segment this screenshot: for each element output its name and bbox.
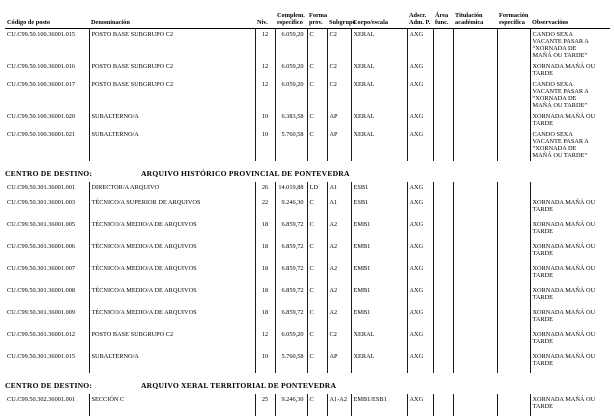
cell-area <box>433 285 453 307</box>
position-row <box>5 61 610 79</box>
cell-adscr: AXG <box>407 182 433 197</box>
column-header-bottom-forma: prov. <box>309 19 325 26</box>
column-header-top-titulacion: Titulación <box>455 12 495 19</box>
cell-formacion <box>497 285 530 307</box>
column-header-top-forma: Forma <box>309 12 325 19</box>
cell-observacions: XORNADA MAÑÁ OU TARDE <box>530 61 610 79</box>
cell-observacions: XORNADA MAÑÁ OU TARDE <box>530 329 610 351</box>
cell-corpo: EMB1 <box>351 219 407 241</box>
cell-forma: C <box>307 197 327 219</box>
cell-denominacion: POSTO BASE SUBGRUPO C2 <box>89 61 255 79</box>
cell-forma: C <box>307 219 327 241</box>
cell-complem: 9.246,30 <box>275 197 307 219</box>
cell-formacion <box>497 29 530 62</box>
cell-corpo: XERAL <box>351 329 407 351</box>
cell-area <box>433 329 453 351</box>
position-row <box>5 111 610 129</box>
cell-adscr: AXG <box>407 219 433 241</box>
cell-denominacion: TÉCNICO/A MEDIO/A DE ARQUIVOS <box>89 307 255 329</box>
cell-denominacion: TÉCNICO/A MEDIO/A DE ARQUIVOS <box>89 285 255 307</box>
cell-niv: 22 <box>255 197 275 219</box>
cell-formacion <box>497 219 530 241</box>
cell-complem: 6.059,20 <box>275 79 307 111</box>
cell-area <box>433 61 453 79</box>
cell-titulacion <box>453 351 497 373</box>
cell-formacion <box>497 329 530 351</box>
column-header-bottom-denominacion: Denominación <box>91 19 253 26</box>
cell-formacion <box>497 351 530 373</box>
cell-titulacion <box>453 197 497 219</box>
cell-complem: 5.760,58 <box>275 129 307 161</box>
cell-complem: 9.246,30 <box>275 394 307 416</box>
cell-codigo: CU.C99.50.301.36001.007 <box>5 263 89 285</box>
column-header-bottom-titulacion: académica <box>455 19 495 26</box>
cell-formacion <box>497 197 530 219</box>
cell-adscr: AXG <box>407 79 433 111</box>
cell-subgrupo: C2 <box>327 29 351 62</box>
cell-titulacion <box>453 263 497 285</box>
cell-subgrupo: C2 <box>327 61 351 79</box>
cell-subgrupo: AP <box>327 129 351 161</box>
cell-denominacion: TÉCNICO/A MEDIO/A DE ARQUIVOS <box>89 241 255 263</box>
column-header-bottom-complem: específico <box>277 19 305 26</box>
position-row <box>5 241 610 263</box>
cell-subgrupo: A2 <box>327 285 351 307</box>
cell-titulacion <box>453 329 497 351</box>
column-header-subgrupo <box>327 12 351 29</box>
position-row <box>5 129 610 161</box>
cell-observacions: XORNADA MAÑÁ OU TARDE <box>530 307 610 329</box>
cell-formacion <box>497 241 530 263</box>
cell-niv: 12 <box>255 79 275 111</box>
column-header-bottom-area: func. <box>435 19 451 26</box>
column-header-top-formacion: Formación <box>499 12 528 19</box>
cell-denominacion: POSTO BASE SUBGRUPO C2 <box>89 329 255 351</box>
cell-corpo: ESB1 <box>351 182 407 197</box>
cell-codigo: CU.C99.50.301.36001.001 <box>5 182 89 197</box>
cell-forma: C <box>307 329 327 351</box>
cell-denominacion: TÉCNICO/A MEDIO/A DE ARQUIVOS <box>89 219 255 241</box>
cell-complem: 6.859,72 <box>275 241 307 263</box>
cell-niv: 26 <box>255 182 275 197</box>
position-row <box>5 263 610 285</box>
cell-area <box>433 307 453 329</box>
column-header-adscr <box>407 12 433 29</box>
column-header-denominacion <box>89 12 255 29</box>
cell-complem: 6.059,20 <box>275 329 307 351</box>
cell-niv: 18 <box>255 285 275 307</box>
cell-forma: C <box>307 263 327 285</box>
cell-denominacion: SUBALTERNO/A <box>89 351 255 373</box>
header-row <box>5 12 610 29</box>
cell-niv: 12 <box>255 29 275 62</box>
position-row <box>5 29 610 62</box>
cell-subgrupo: A1 <box>327 182 351 197</box>
cell-titulacion <box>453 111 497 129</box>
column-header-bottom-adscr: Adm. P. <box>409 19 431 26</box>
cell-forma: C <box>307 351 327 373</box>
cell-corpo: XERAL <box>351 79 407 111</box>
cell-forma: C <box>307 394 327 416</box>
cell-adscr: AXG <box>407 111 433 129</box>
cell-subgrupo: A1 <box>327 197 351 219</box>
position-row <box>5 182 610 197</box>
cell-titulacion <box>453 129 497 161</box>
centro-destino-row <box>5 161 610 182</box>
cell-subgrupo: C2 <box>327 79 351 111</box>
cell-adscr: AXG <box>407 351 433 373</box>
column-header-titulacion <box>453 12 497 29</box>
cell-titulacion <box>453 29 497 62</box>
cell-denominacion: TÉCNICO/A MEDIO/A DE ARQUIVOS <box>89 263 255 285</box>
cell-adscr: AXG <box>407 197 433 219</box>
cell-subgrupo: A2 <box>327 263 351 285</box>
cell-niv: 18 <box>255 263 275 285</box>
cell-forma: C <box>307 61 327 79</box>
cell-complem: 6.859,72 <box>275 285 307 307</box>
cell-forma: C <box>307 129 327 161</box>
cell-formacion <box>497 263 530 285</box>
cell-observacions: XORNADA MAÑÁ OU TARDE <box>530 285 610 307</box>
cell-formacion <box>497 394 530 416</box>
cell-formacion <box>497 182 530 197</box>
cell-titulacion <box>453 241 497 263</box>
cell-subgrupo: A2 <box>327 219 351 241</box>
cell-titulacion <box>453 79 497 111</box>
cell-complem: 6.859,72 <box>275 307 307 329</box>
cell-titulacion <box>453 182 497 197</box>
column-header-codigo <box>5 12 89 29</box>
cell-forma: C <box>307 307 327 329</box>
cell-denominacion: POSTO BASE SUBGRUPO C2 <box>89 79 255 111</box>
cell-area <box>433 79 453 111</box>
cell-denominacion: DIRECTOR/A ARQUIVO <box>89 182 255 197</box>
cell-codigo: CU.C99.50.301.36001.012 <box>5 329 89 351</box>
cell-codigo: CU.C99.50.302.36001.001 <box>5 394 89 416</box>
cell-corpo: EMB1 <box>351 263 407 285</box>
cell-formacion <box>497 111 530 129</box>
position-row <box>5 351 610 373</box>
cell-formacion <box>497 61 530 79</box>
cell-formacion <box>497 79 530 111</box>
cell-observacions: XORNADA MAÑÁ OU TARDE <box>530 263 610 285</box>
cell-corpo: XERAL <box>351 351 407 373</box>
cell-codigo: CU.C99.50.100.36001.021 <box>5 129 89 161</box>
cell-subgrupo: A1-A2 <box>327 394 351 416</box>
cell-observacions: XORNADA MAÑÁ OU TARDE <box>530 351 610 373</box>
column-header-top-complem: Complem. <box>277 12 305 19</box>
cell-codigo: CU.C99.50.301.36001.005 <box>5 219 89 241</box>
positions-table <box>5 12 610 416</box>
cell-corpo: EMB1 <box>351 241 407 263</box>
position-row <box>5 285 610 307</box>
cell-niv: 10 <box>255 111 275 129</box>
cell-observacions: XORNADA MAÑÁ OU TARDE <box>530 394 610 416</box>
centro-destino-name: ARQUIVO XERAL TERRITORIAL DE PONTEVEDRA <box>141 381 336 390</box>
column-header-corpo <box>351 12 407 29</box>
cell-complem: 6.859,72 <box>275 263 307 285</box>
cell-niv: 10 <box>255 351 275 373</box>
cell-niv: 25 <box>255 394 275 416</box>
cell-complem: 6.859,72 <box>275 219 307 241</box>
cell-corpo: ESB1 <box>351 197 407 219</box>
cell-adscr: AXG <box>407 263 433 285</box>
cell-subgrupo: A2 <box>327 307 351 329</box>
cell-complem: 6.383,58 <box>275 111 307 129</box>
cell-adscr: AXG <box>407 394 433 416</box>
cell-codigo: CU.C99.50.100.36001.016 <box>5 61 89 79</box>
cell-corpo: EMB1 <box>351 307 407 329</box>
cell-niv: 10 <box>255 129 275 161</box>
centro-destino-row <box>5 373 610 394</box>
position-row <box>5 329 610 351</box>
cell-subgrupo: AP <box>327 351 351 373</box>
cell-niv: 18 <box>255 241 275 263</box>
cell-codigo: CU.C99.50.301.36001.006 <box>5 241 89 263</box>
cell-corpo: EMB1 <box>351 285 407 307</box>
cell-formacion <box>497 129 530 161</box>
cell-adscr: AXG <box>407 29 433 62</box>
centro-destino-label: CENTRO DE DESTINO: <box>5 382 141 389</box>
cell-denominacion: TÉCNICO/A SUPERIOR DE ARQUIVOS <box>89 197 255 219</box>
column-header-bottom-niv: Niv. <box>257 19 273 26</box>
cell-area <box>433 351 453 373</box>
cell-titulacion <box>453 285 497 307</box>
column-header-niv <box>255 12 275 29</box>
cell-area <box>433 241 453 263</box>
cell-niv: 12 <box>255 61 275 79</box>
cell-corpo: EMB1/ESB1 <box>351 394 407 416</box>
cell-adscr: AXG <box>407 61 433 79</box>
cell-forma: C <box>307 241 327 263</box>
cell-adscr: AXG <box>407 307 433 329</box>
cell-area <box>433 111 453 129</box>
cell-observacions: XORNADA MAÑÁ OU TARDE <box>530 111 610 129</box>
cell-denominacion: SUBALTERNO/A <box>89 129 255 161</box>
cell-codigo: CU.C99.50.100.36001.015 <box>5 29 89 62</box>
column-header-top-area: Área <box>435 12 451 19</box>
cell-observacions: XORNADA MAÑÁ OU TARDE <box>530 241 610 263</box>
cell-forma: C <box>307 111 327 129</box>
cell-complem: 5.760,58 <box>275 351 307 373</box>
cell-denominacion: POSTO BASE SUBGRUPO C2 <box>89 29 255 62</box>
cell-observacions: XORNADA MAÑÁ OU TARDE <box>530 197 610 219</box>
column-header-forma <box>307 12 327 29</box>
cell-niv: 18 <box>255 307 275 329</box>
centro-destino-name: ARQUIVO HISTÓRICO PROVINCIAL DE PONTEVEDRA <box>141 169 350 178</box>
cell-formacion <box>497 307 530 329</box>
cell-observacions <box>530 182 610 197</box>
cell-denominacion: SECCIÓN C <box>89 394 255 416</box>
table-header <box>5 12 610 29</box>
position-row <box>5 307 610 329</box>
column-header-complem <box>275 12 307 29</box>
cell-adscr: AXG <box>407 329 433 351</box>
cell-niv: 18 <box>255 219 275 241</box>
cell-codigo: CU.C99.50.301.36001.015 <box>5 351 89 373</box>
cell-forma: C <box>307 29 327 62</box>
column-header-bottom-codigo: Código de posto <box>7 19 87 26</box>
cell-titulacion <box>453 61 497 79</box>
column-header-top-adscr: Adscr. <box>409 12 431 19</box>
cell-observacions: XORNADA MAÑÁ OU TARDE <box>530 219 610 241</box>
cell-subgrupo: A2 <box>327 241 351 263</box>
column-header-formacion <box>497 12 530 29</box>
cell-area <box>433 263 453 285</box>
cell-niv: 12 <box>255 329 275 351</box>
cell-codigo: CU.C99.50.301.36001.009 <box>5 307 89 329</box>
cell-corpo: XERAL <box>351 111 407 129</box>
cell-forma: C <box>307 285 327 307</box>
cell-adscr: AXG <box>407 285 433 307</box>
position-row <box>5 219 610 241</box>
centro-destino-label: CENTRO DE DESTINO: <box>5 170 141 177</box>
centro-destino-cell <box>5 161 610 182</box>
cell-area <box>433 29 453 62</box>
column-header-area <box>433 12 453 29</box>
position-row <box>5 394 610 416</box>
cell-complem: 14.019,88 <box>275 182 307 197</box>
cell-area <box>433 394 453 416</box>
column-header-bottom-corpo: Corpo/escala <box>353 19 405 26</box>
cell-titulacion <box>453 307 497 329</box>
cell-denominacion: SUBALTERNO/A <box>89 111 255 129</box>
cell-codigo: CU.C99.50.301.36001.003 <box>5 197 89 219</box>
cell-area <box>433 219 453 241</box>
cell-titulacion <box>453 394 497 416</box>
table-body <box>5 29 610 416</box>
position-row <box>5 197 610 219</box>
cell-subgrupo: AP <box>327 111 351 129</box>
cell-codigo: CU.C99.50.100.36001.020 <box>5 111 89 129</box>
cell-corpo: XERAL <box>351 61 407 79</box>
column-header-bottom-observacions: Observacións <box>532 19 608 26</box>
cell-corpo: XERAL <box>351 29 407 62</box>
column-header-bottom-subgrupo: Subgrupo <box>329 19 349 26</box>
cell-area <box>433 129 453 161</box>
cell-observacions: CANDO SEXA VACANTE PASAR A “XORNADA DE MAÑÁ OU TARDE” <box>530 29 610 62</box>
cell-complem: 6.059,20 <box>275 29 307 62</box>
cell-corpo: XERAL <box>351 129 407 161</box>
column-header-bottom-formacion: específica <box>499 19 528 26</box>
cell-area <box>433 182 453 197</box>
cell-codigo: CU.C99.50.100.36001.017 <box>5 79 89 111</box>
position-row <box>5 79 610 111</box>
cell-forma: C <box>307 79 327 111</box>
cell-area <box>433 197 453 219</box>
cell-titulacion <box>453 219 497 241</box>
cell-adscr: AXG <box>407 129 433 161</box>
centro-destino-cell <box>5 373 610 394</box>
cell-adscr: AXG <box>407 241 433 263</box>
cell-subgrupo: C2 <box>327 329 351 351</box>
column-header-observacions <box>530 12 610 29</box>
cell-forma: LD <box>307 182 327 197</box>
cell-codigo: CU.C99.50.301.36001.008 <box>5 285 89 307</box>
cell-complem: 6.059,20 <box>275 61 307 79</box>
cell-observacions: CANDO SEXA VACANTE PASAR A “XORNADA DE MAÑÁ OU TARDE” <box>530 79 610 111</box>
cell-observacions: CANDO SEXA VACANTE PASAR A “XORNADA DE MAÑÁ OU TARDE” <box>530 129 610 161</box>
